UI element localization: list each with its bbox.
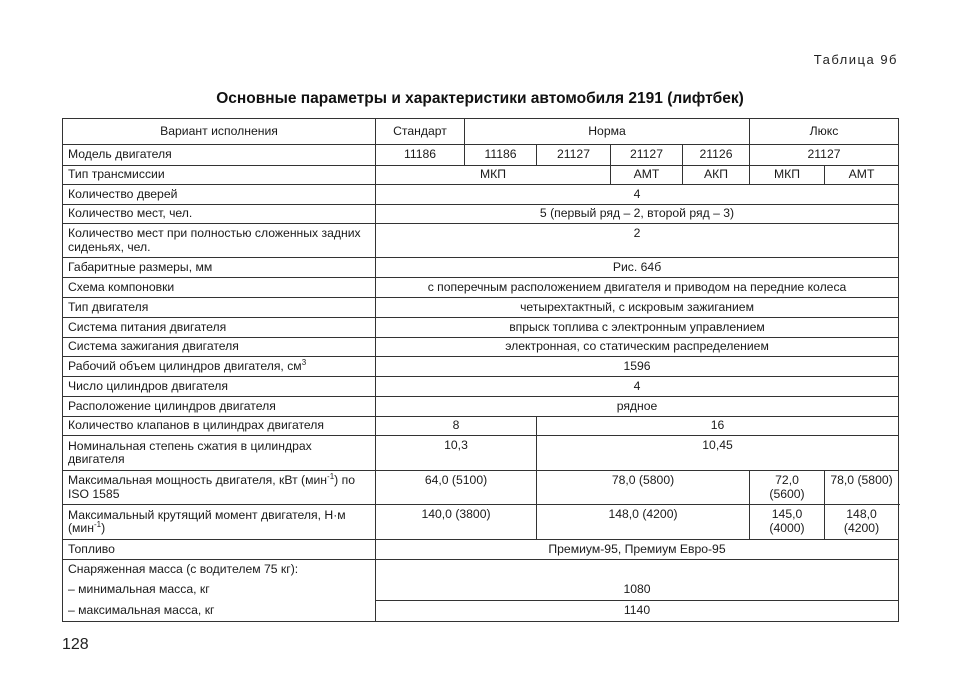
table-row xyxy=(63,338,899,357)
cell-value: 140,0 (3800) xyxy=(376,505,537,540)
cell-value: Премиум-95, Премиум Евро-95 xyxy=(376,540,899,560)
cell-value xyxy=(376,560,899,580)
row-label: Количество мест, чел. xyxy=(63,205,376,224)
cell-value: АМТ xyxy=(611,166,683,185)
cell-value-line: (5600) xyxy=(769,486,805,501)
row-label: Количество клапанов в цилиндрах двигателя xyxy=(63,417,376,436)
cell-value: 78,0 (5800) xyxy=(825,471,899,505)
row-label-text: Рабочий объем цилиндров двигателя, см xyxy=(68,358,302,373)
table-row xyxy=(63,540,899,560)
row-label-text: Максимальный крутящий момент двигателя, Н·м (мин xyxy=(68,507,346,535)
cell-value-line: (4000) xyxy=(769,520,805,535)
row-label: Модель двигателя xyxy=(63,145,376,166)
specifications-table xyxy=(62,118,899,622)
cell-value xyxy=(750,505,825,540)
cell-value: 11186 xyxy=(376,145,465,166)
page-title: Основные параметры и характеристики автомобиля 2191 (лифтбек) xyxy=(216,90,744,107)
cell-value: АКП xyxy=(683,166,750,185)
row-label: Топливо xyxy=(63,540,376,560)
cell-value: 21127 xyxy=(537,145,611,166)
table-row xyxy=(63,417,899,436)
row-label xyxy=(63,505,376,540)
table-row xyxy=(63,601,899,622)
cell-value: 1140 xyxy=(376,601,899,622)
row-label: – минимальная масса, кг xyxy=(63,580,376,601)
cell-value: впрыск топлива с электронным управлением xyxy=(376,318,899,338)
cell-value: 1080 xyxy=(376,580,899,601)
cell-value: Рис. 64б xyxy=(376,258,899,278)
table-row xyxy=(63,397,899,417)
row-label: Тип трансмиссии xyxy=(63,166,376,185)
cell-value xyxy=(750,471,825,505)
row-label: Число цилиндров двигателя xyxy=(63,377,376,397)
row-label xyxy=(63,471,376,505)
row-label: Габаритные размеры, мм xyxy=(63,258,376,278)
cell-value-line: 72,0 xyxy=(775,473,799,487)
cell-value: 21126 xyxy=(683,145,750,166)
table-row xyxy=(63,471,899,505)
table-row xyxy=(63,580,899,601)
cell-value: 10,45 xyxy=(537,436,899,471)
cell-value: 10,3 xyxy=(376,436,537,471)
cell-value: 5 (первый ряд – 2, второй ряд – 3) xyxy=(376,205,899,224)
table-row xyxy=(63,185,899,205)
row-label: Количество мест при полностью сложенных задних сиденьях, чел. xyxy=(63,224,376,258)
cell-value: 21127 xyxy=(750,145,899,166)
cell-value: МКП xyxy=(750,166,825,185)
row-label-text: ) по ISO 1585 xyxy=(68,473,355,501)
table-row xyxy=(63,436,899,471)
cell-value: МКП xyxy=(376,166,611,185)
cell-value: 148,0 (4200) xyxy=(825,505,899,540)
table-row xyxy=(63,298,899,318)
row-label xyxy=(63,357,376,377)
table-row xyxy=(63,318,899,338)
row-label-text: Максимальная мощность двигателя, кВт (мин xyxy=(68,473,328,487)
cell-value: 1596 xyxy=(376,357,899,377)
row-label: Количество дверей xyxy=(63,185,376,205)
table-row xyxy=(63,205,899,224)
superscript: -1 xyxy=(93,519,102,529)
cell-value: 16 xyxy=(537,417,899,436)
page-number: 128 xyxy=(62,636,89,653)
header-row xyxy=(63,119,899,145)
superscript: -1 xyxy=(327,471,335,481)
variant-header: Вариант исполнения xyxy=(63,119,376,145)
row-label: Система питания двигателя xyxy=(63,318,376,338)
cell-value: с поперечным расположением двигателя и приводом на передние колеса xyxy=(376,278,899,298)
row-label: Расположение цилиндров двигателя xyxy=(63,397,376,417)
table-row xyxy=(63,224,899,258)
table-number: Таблица 9б xyxy=(813,52,898,67)
cell-value: 78,0 (5800) xyxy=(537,471,750,505)
cell-value: 64,0 (5100) xyxy=(376,471,537,505)
row-label: Снаряженная масса (с водителем 75 кг): xyxy=(63,560,376,580)
cell-value: 148,0 (4200) xyxy=(537,505,750,540)
table-row xyxy=(63,357,899,377)
norma-header: Норма xyxy=(465,119,750,145)
table-row xyxy=(63,145,899,166)
table-row xyxy=(63,278,899,298)
lux-header: Люкс xyxy=(750,119,899,145)
superscript: 3 xyxy=(301,357,307,367)
row-label: Схема компоновки xyxy=(63,278,376,298)
row-label: Система зажигания двигателя xyxy=(63,338,376,357)
table-row xyxy=(63,560,899,580)
cell-value: 11186 xyxy=(465,145,537,166)
table-row xyxy=(63,258,899,278)
cell-value: рядное xyxy=(376,397,899,417)
cell-value: 4 xyxy=(376,377,899,397)
cell-value: электронная, со статическим распределением xyxy=(376,338,899,357)
row-label: – максимальная масса, кг xyxy=(63,601,376,622)
cell-value: 2 xyxy=(376,224,899,258)
row-label: Тип двигателя xyxy=(63,298,376,318)
standard-header: Стандарт xyxy=(376,119,465,145)
table-row xyxy=(63,377,899,397)
table-row xyxy=(63,166,899,185)
cell-value-line: 145,0 xyxy=(771,507,803,521)
cell-value: АМТ xyxy=(825,166,899,185)
cell-value: 21127 xyxy=(611,145,683,166)
cell-value: 4 xyxy=(376,185,899,205)
cell-value: 8 xyxy=(376,417,537,436)
row-label-text: ) xyxy=(101,521,106,535)
cell-value: четырехтактный, с искровым зажиганием xyxy=(376,298,899,318)
row-label: Номинальная степень сжатия в цилиндрах двигателя xyxy=(63,436,376,471)
table-row xyxy=(63,505,899,540)
